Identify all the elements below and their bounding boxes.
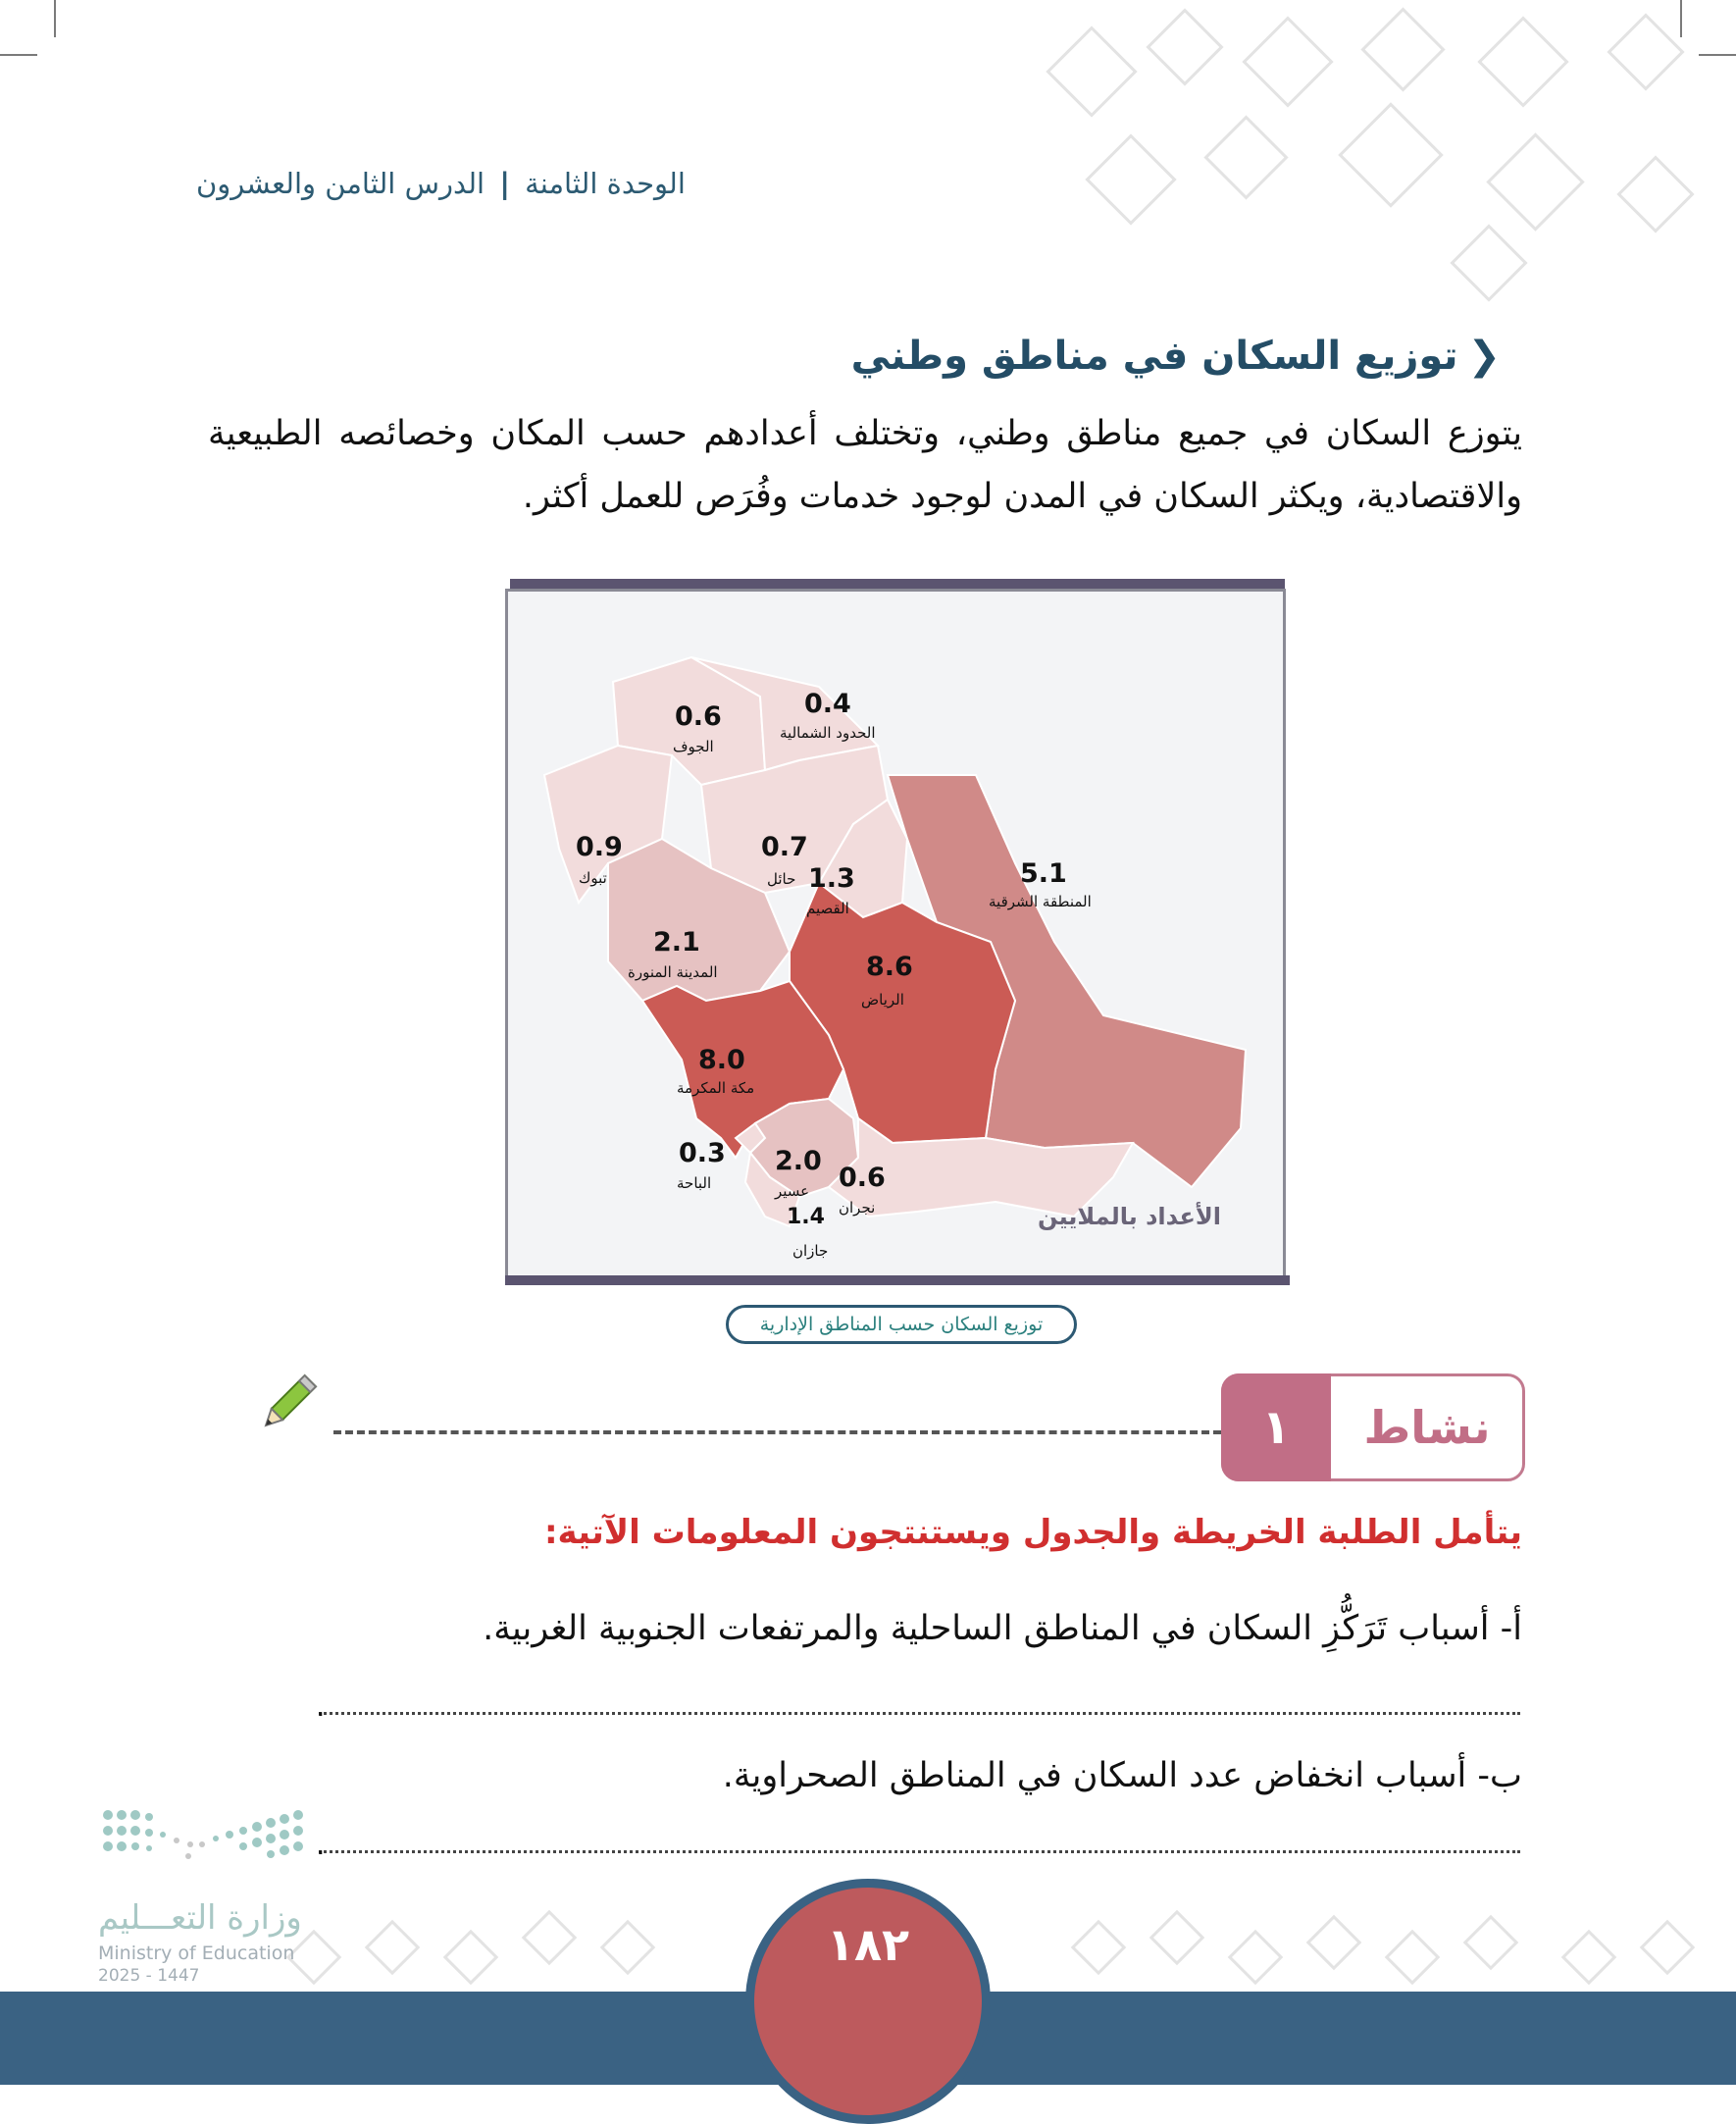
ministry-logo <box>98 1805 314 1874</box>
region-value: 1.4 <box>787 1205 825 1229</box>
pencil-icon <box>263 1370 322 1428</box>
region-value: 1.3 <box>808 863 855 894</box>
region-name: جازان <box>792 1242 829 1260</box>
answer-line-end: . <box>316 1828 326 1862</box>
chevron-icon: ❮ <box>1467 334 1501 379</box>
answer-line[interactable] <box>319 1712 1520 1715</box>
page-number: ١٨٢ <box>826 1918 910 1971</box>
crop-mark <box>1680 0 1682 37</box>
activity-number: ١ <box>1221 1373 1331 1481</box>
region-name: نجران <box>839 1199 876 1217</box>
region-value: 0.4 <box>804 689 851 719</box>
region-name: المدينة المنورة <box>628 963 718 981</box>
activity-label: نشاط <box>1363 1401 1491 1454</box>
section-title-text: توزيع السكان في مناطق وطني <box>850 334 1458 379</box>
region-name: تبوك <box>579 869 607 887</box>
region-value: 5.1 <box>1020 858 1067 889</box>
lesson-label: الدرس الثامن والعشرون <box>196 167 485 200</box>
region-value: 0.6 <box>675 701 722 732</box>
saudi-map-svg <box>505 589 1286 1279</box>
region-value: 2.1 <box>653 927 700 958</box>
answer-line-end: . <box>316 1689 326 1724</box>
header-separator: | <box>499 167 510 200</box>
region-value: 0.9 <box>576 832 623 862</box>
answer-line[interactable] <box>319 1850 1520 1853</box>
crop-mark <box>1699 54 1736 56</box>
activity-instruction: يتأمل الطلبة الخريطة والجدول ويستنتجون المعلومات الآتية: <box>543 1513 1522 1552</box>
region-value: 8.6 <box>866 952 913 982</box>
running-header <box>196 167 804 200</box>
region-value: 8.0 <box>698 1045 745 1075</box>
ministry-name-arabic: وزارة التعـــليم <box>98 1898 302 1938</box>
region-name: حائل <box>767 870 796 888</box>
region-value: 2.0 <box>775 1146 822 1176</box>
region-name: القصيم <box>806 900 849 917</box>
map-unit-label: الأعداد بالملايين <box>1038 1203 1222 1230</box>
region-value: 0.7 <box>761 832 808 862</box>
section-paragraph: يتوزع السكان في جميع مناطق وطني، وتختلف أعدادهم حسب المكان وخصائصه الطبيعية والاقتصادية، ويكثر السكان في المدن لوجود خدمات وفُرَص للعمل أكثر. <box>208 414 1522 516</box>
region-name: الباحة <box>677 1174 712 1192</box>
ministry-name-english: Ministry of Education <box>98 1943 295 1964</box>
region-name: الحدود الشمالية <box>780 724 876 742</box>
region-name: الجوف <box>673 738 714 755</box>
question-a: أ- أسباب تَرَكُّزِ السكان في المناطق الساحلية والمرتفعات الجنوبية الغربية. <box>483 1609 1522 1648</box>
dashed-divider <box>333 1430 1221 1434</box>
region-value: 0.6 <box>839 1163 886 1193</box>
edition-year: 2025 - 1447 <box>98 1966 200 1986</box>
crop-mark <box>0 54 37 56</box>
page-number-badge <box>745 1879 991 2124</box>
region-value: 0.3 <box>679 1138 726 1168</box>
region-name: المنطقة الشرقية <box>989 893 1092 910</box>
crop-mark <box>54 0 56 37</box>
question-b: ب- أسباب انخفاض عدد السكان في المناطق الصحراوية. <box>722 1756 1522 1795</box>
figure-caption: توزيع السكان حسب المناطق الإدارية <box>726 1305 1077 1344</box>
region-name: عسير <box>775 1182 810 1200</box>
region-name: مكة المكرمة <box>677 1079 755 1097</box>
region-name: الرياض <box>861 991 904 1009</box>
section-title <box>851 334 1501 379</box>
unit-label: الوحدة الثامنة <box>525 167 686 200</box>
